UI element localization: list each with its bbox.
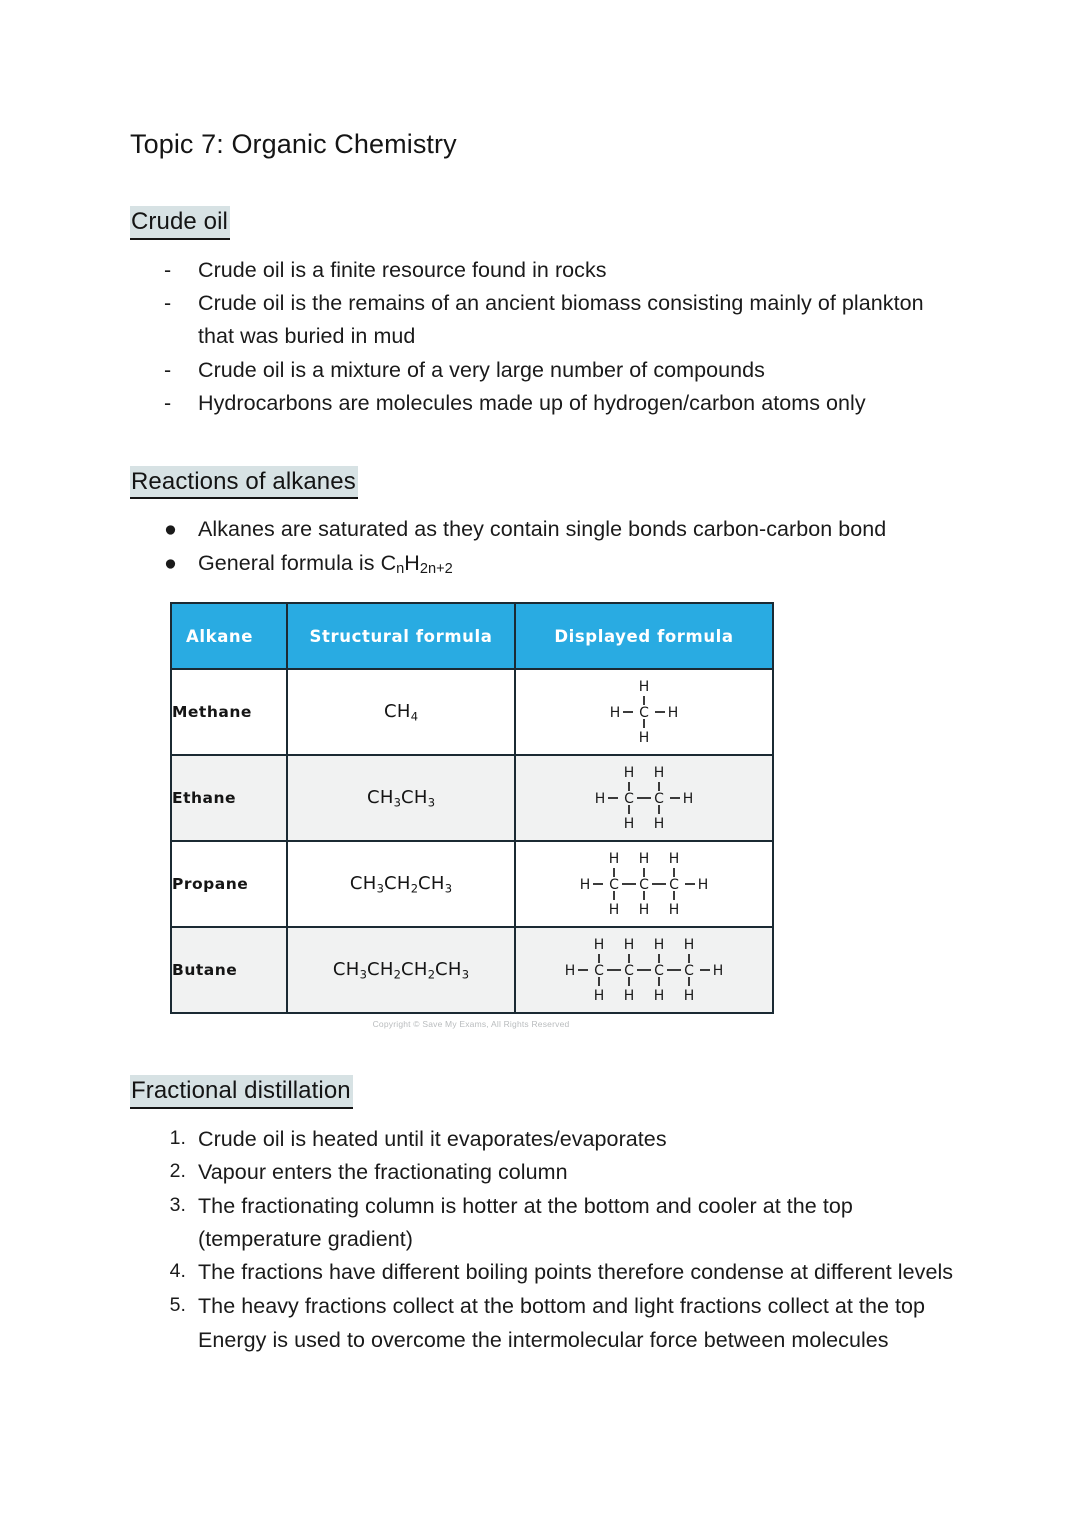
svg-text:H: H [668,902,680,919]
svg-text:H: H [593,988,604,1005]
svg-text:H: H [608,851,620,868]
section-crude-oil-heading-wrap [130,206,960,239]
svg-text:H: H [653,988,664,1005]
svg-text:H: H [564,963,575,980]
svg-text:H: H [667,705,679,722]
svg-text:C: C [609,877,619,894]
svg-text:H: H [653,765,665,782]
svg-text:H: H [579,877,591,894]
cell-alkane-name: Methane [171,669,287,755]
svg-text:H: H [668,851,680,868]
list-number: 2. [169,1160,186,1183]
section-heading-crude-oil: Crude oil [130,206,230,239]
table-row [171,841,773,927]
page-title: Topic 7: Organic Chemistry [130,129,457,159]
list-number: 5. [169,1294,186,1316]
cell-displayed-formula [515,755,773,841]
trailing-note: Energy is used to overcome the intermolecular force between molecules [198,1327,889,1352]
table-row [171,669,773,755]
list-item-text: The fractionating column is hotter at the bottom and cooler at the top (temperature gradient) [198,1193,853,1251]
table-row [171,927,773,1013]
svg-text:H: H [623,816,635,833]
svg-text:C: C [624,791,634,808]
alkane-table-figure [170,602,772,1029]
list-item [130,1156,960,1189]
dash-marker: - [164,391,172,416]
svg-text:C: C [683,963,694,980]
general-formula-sub-2n2: 2n+2 [419,561,453,578]
table-header-row [171,603,773,669]
dash-marker: - [164,257,172,282]
svg-text:C: C [593,963,604,980]
column-header-structural-formula: Structural formula [287,603,515,669]
list-item-text: Crude oil is a finite resource found in rocks [198,257,607,282]
svg-text:H: H [653,937,664,954]
list-item-text: The heavy fractions collect at the bottom and light fractions collect at the top [198,1294,926,1318]
general-formula-lead: General formula is C [198,550,397,575]
svg-text:C: C [639,877,649,894]
bullet-marker: ● [164,550,178,575]
list-item [130,1256,960,1289]
list-item [130,254,960,287]
list-item-text: Crude oil is the remains of an ancient biomass consisting mainly of plankton that was buried in mud [198,291,924,348]
list-item-text: Alkanes are saturated as they contain single bonds carbon-carbon bond [198,517,887,542]
alkanes-list [130,513,960,580]
svg-text:H: H [623,988,634,1005]
svg-text:H: H [638,902,650,919]
svg-text:H: H [594,791,606,808]
dash-marker: - [164,357,172,382]
list-item [130,1123,960,1156]
svg-text:C: C [669,877,679,894]
section-fractional-distillation-heading-wrap [130,1075,960,1108]
propane-structure-icon [549,846,739,922]
bullet-marker: ● [164,517,178,542]
svg-text:H: H [608,902,620,919]
list-item [130,387,960,420]
list-number: 3. [169,1193,186,1216]
list-item-text: Hydrocarbons are molecules made up of hydrogen/carbon atoms only [198,391,866,416]
svg-text:H: H [683,937,694,954]
general-formula-mid: H [404,550,420,575]
list-item-text: The fractions have different boiling points therefore condense at different levels [198,1260,954,1285]
ethane-structure-icon [559,760,729,836]
column-header-alkane: Alkane [171,603,287,669]
butane-structure-icon [537,932,752,1008]
svg-text:H: H [623,937,634,954]
svg-text:H: H [712,963,723,980]
cell-displayed-formula [515,841,773,927]
list-item-text: Crude oil is a mixture of a very large number of compounds [198,357,765,382]
svg-text:H: H [638,679,650,696]
methane-structure-icon [569,674,719,750]
svg-text:C: C [653,963,664,980]
cell-structural-formula: $CH_3CH_2CH_3$ [287,841,515,927]
list-item [130,354,960,387]
list-item [130,547,960,580]
list-item [130,1190,960,1255]
column-header-displayed-formula: Displayed formula [515,603,773,669]
svg-text:C: C [623,963,634,980]
list-item-text: Vapour enters the fractionating column [198,1160,568,1185]
svg-text:H: H [683,988,694,1005]
list-number: 4. [169,1260,186,1283]
crude-oil-list [130,254,960,420]
alkane-table [170,602,774,1014]
general-formula-sub-n: n [396,561,405,578]
svg-text:H: H [653,816,665,833]
svg-text:H: H [609,705,621,722]
fractional-distillation-list [130,1123,960,1323]
cell-alkane-name: Ethane [171,755,287,841]
svg-text:H: H [593,937,604,954]
svg-text:H: H [697,877,709,894]
list-item [130,1290,960,1323]
list-item-text [198,550,453,578]
table-copyright: Copyright © Save My Exams, All Rights Reserved [372,1019,570,1030]
cell-structural-formula: $CH_3CH_2CH_2CH_3$ [287,927,515,1013]
cell-displayed-formula [515,669,773,755]
document-content [130,128,960,1356]
list-item [130,513,960,546]
section-heading-reactions-of-alkanes: Reactions of alkanes [130,466,358,499]
dash-marker: - [164,291,172,316]
cell-structural-formula: $CH_4$ [287,669,515,755]
section-heading-fractional-distillation: Fractional distillation [130,1075,353,1108]
cell-structural-formula: $CH_3CH_3$ [287,755,515,841]
svg-text:H: H [682,791,694,808]
list-item [130,287,960,352]
cell-alkane-name: Propane [171,841,287,927]
svg-text:C: C [654,791,664,808]
svg-text:C: C [639,705,649,722]
cell-displayed-formula [515,927,773,1013]
svg-text:H: H [638,730,650,747]
list-number: 1. [169,1126,186,1149]
table-row [171,755,773,841]
svg-text:H: H [638,851,650,868]
section-reactions-heading-wrap [130,466,960,499]
svg-text:H: H [623,765,635,782]
cell-alkane-name: Butane [171,927,287,1013]
list-item-text: Crude oil is heated until it evaporates/evaporates [198,1126,667,1151]
